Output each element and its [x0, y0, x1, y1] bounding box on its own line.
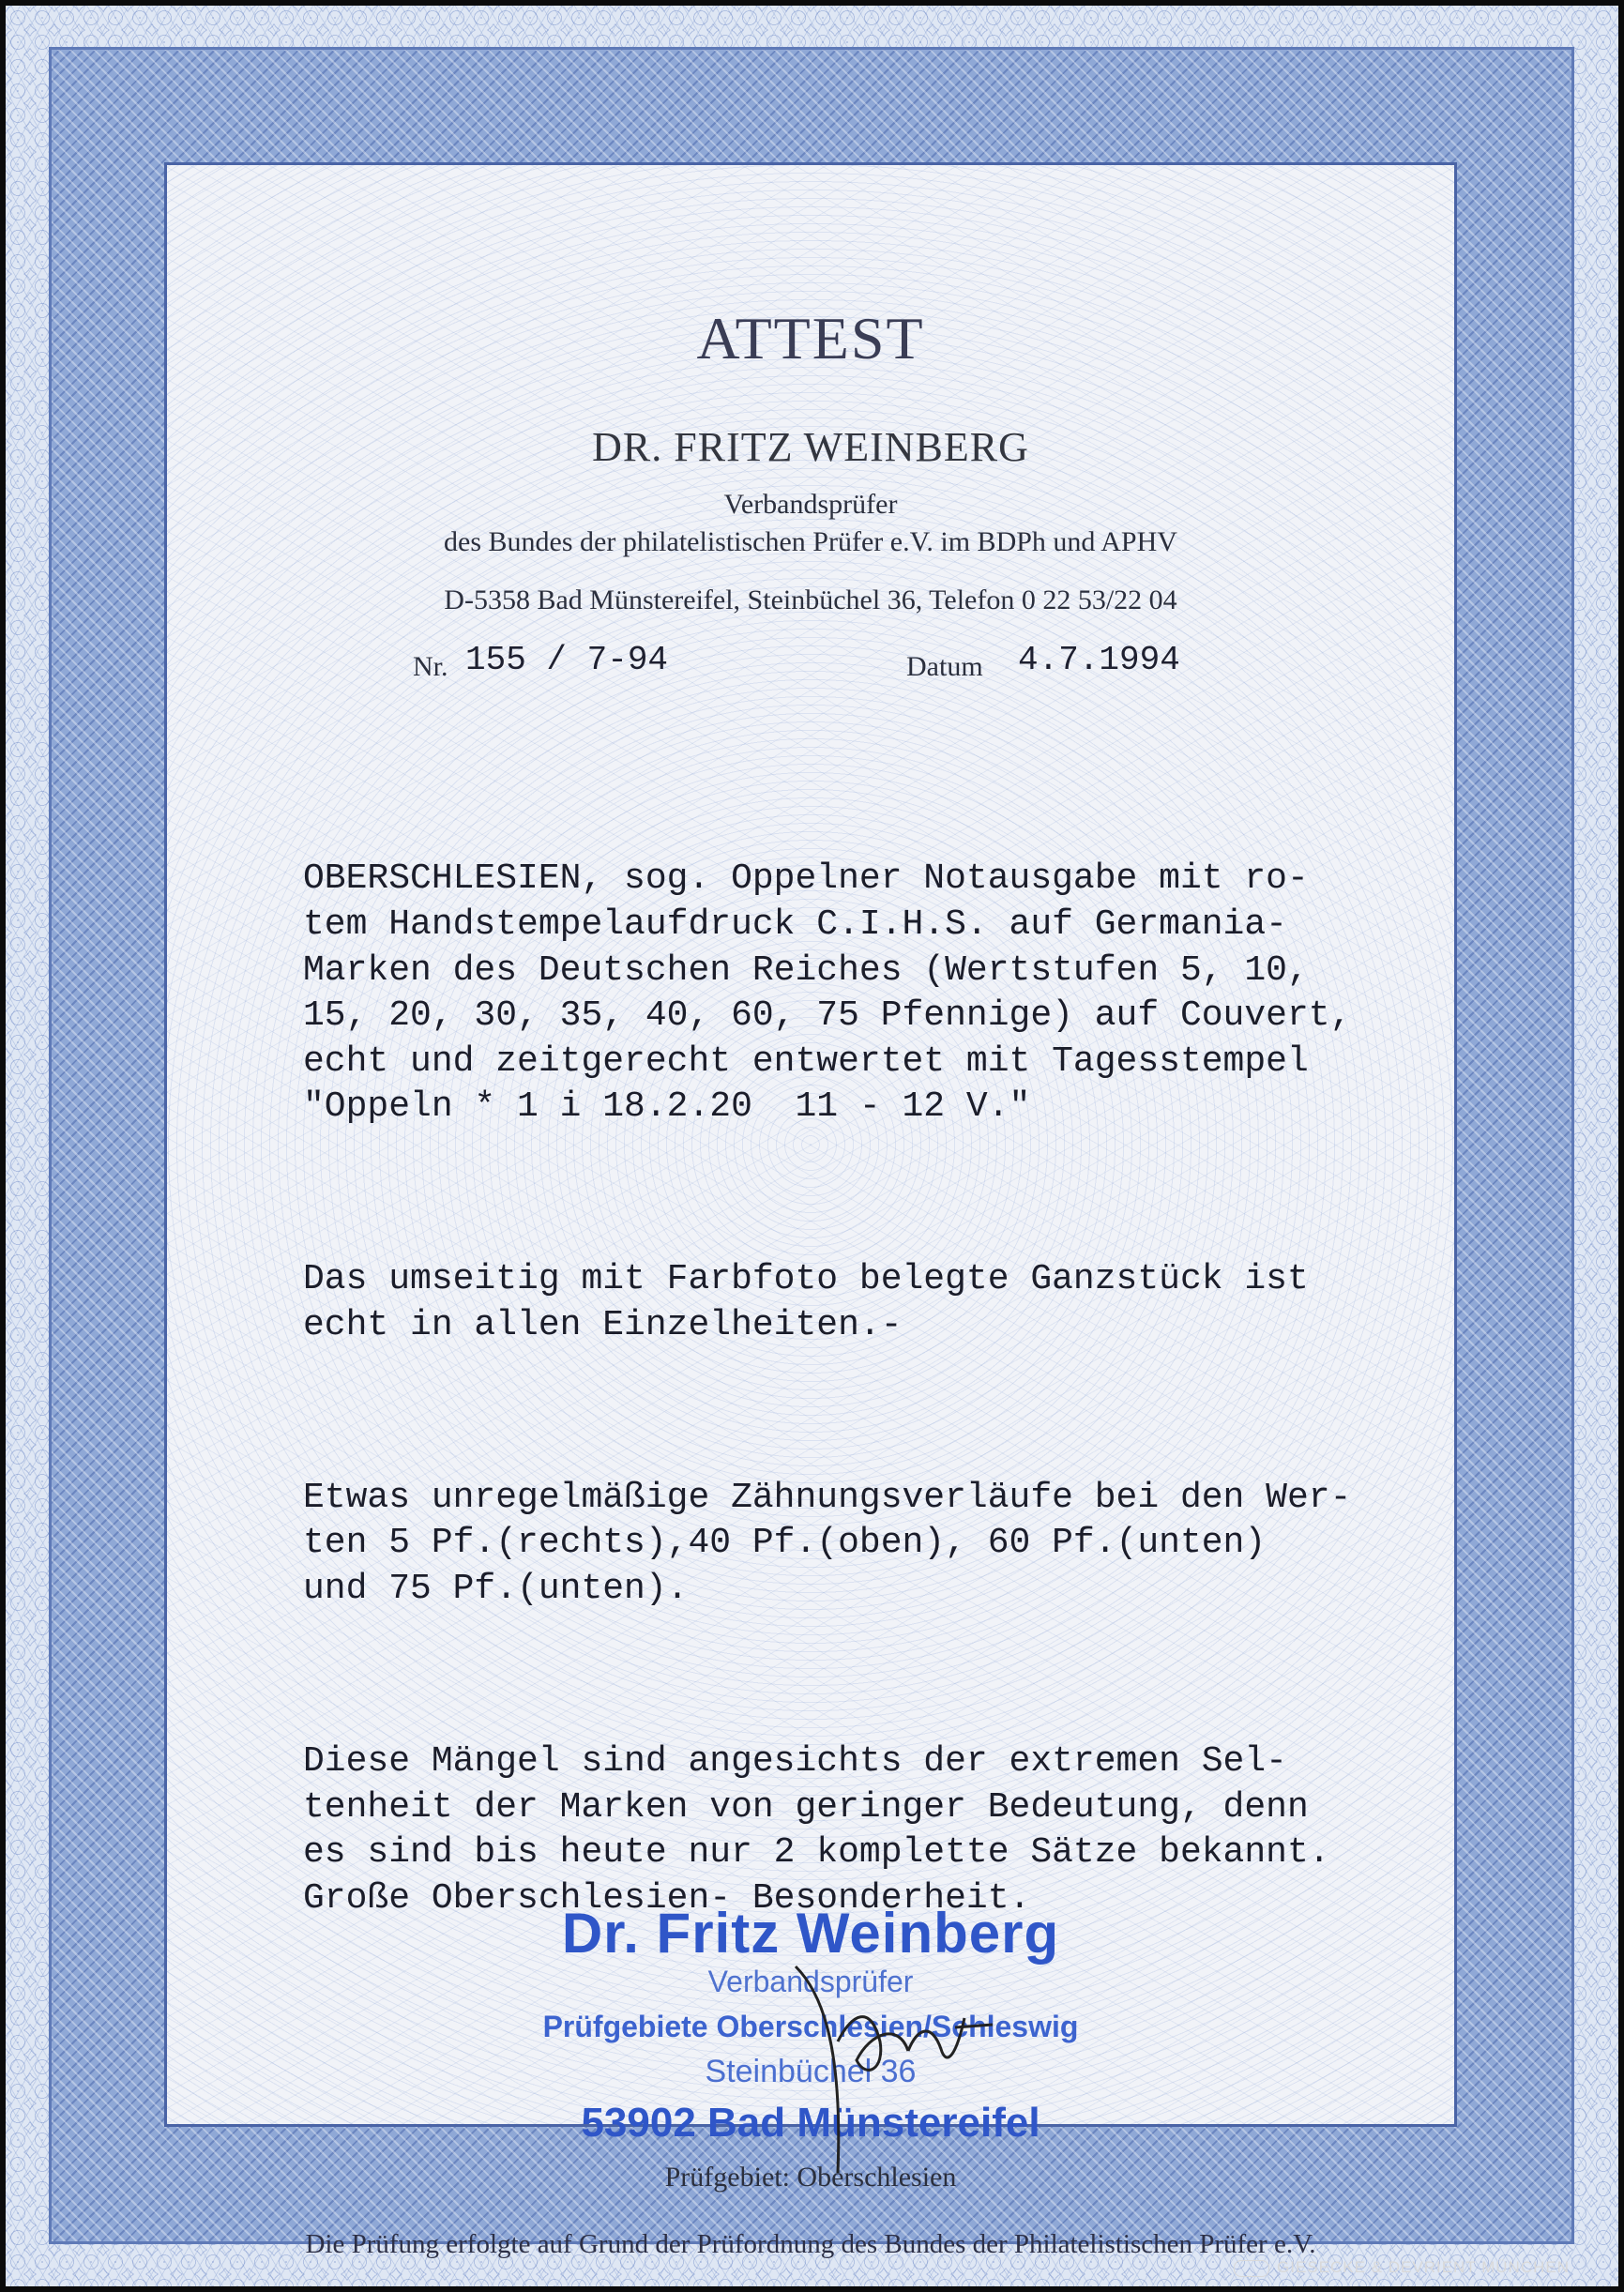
paragraph-description: OBERSCHLESIEN, sog. Oppelner Notausgabe mit ro- tem Handstempelaufdruck C.I.H.S. auf Germania- Marken des Deutschen Reiches (Wertstufen 5, 10, 15, 20, 30, 35, 40, 60, 75 Pfennige) auf Couvert, echt und zeitgerecht entwertet mit Tagesstempel "Oppeln * 1 i 18.2.20 11 - 12 V." — [303, 858, 1352, 1128]
date-label: Datum — [906, 651, 983, 682]
certificate-number: 155 / 7-94 — [465, 641, 669, 679]
regulation-note: Die Prüfung erfolgte auf Grund der Prüfordnung des Bundes der Philatelistischen Prüfer e.V. — [305, 2229, 1316, 2259]
stamp-name: Dr. Fritz Weinberg — [561, 1902, 1060, 1965]
stamp-street: Steinbüchel 36 — [705, 2054, 917, 2089]
handwritten-signature — [767, 1938, 1011, 2182]
certificate-title: ATTEST — [696, 305, 925, 372]
examiner-name: DR. FRITZ WEINBERG — [592, 424, 1029, 470]
paragraph-rarity: Diese Mängel sind angesichts der extremen Sel- tenheit der Marken von geringer Bedeutung, denn es sind bis heute nur 2 komplette Sätze bekannt. Große Oberschlesien- Besonderheit. — [303, 1740, 1330, 1919]
printer-imprint — [1234, 2258, 1570, 2277]
certificate-panel — [164, 162, 1457, 2259]
paragraph-defects: Etwas unregelmäßige Zähnungsverläufe bei den Wer- ten 5 Pf.(rechts),40 Pf.(oben), 60 Pf.(unten) und 75 Pf.(unten). — [303, 1477, 1352, 1609]
address-line: D-5358 Bad Münstereifel, Steinbüchel 36, Telefon 0 22 53/22 04 — [444, 584, 1177, 615]
certificate-body — [303, 766, 1457, 2049]
number-label: Nr. — [413, 651, 448, 682]
printer-logo-icon — [1234, 2260, 1269, 2277]
certificate-date: 4.7.1994 — [1018, 641, 1180, 679]
printer-name: GIESECKE & DEVRIENT MÜNCHEN — [1277, 2258, 1570, 2276]
stamp-role: Verbandsprüfer — [707, 1965, 914, 1998]
guilloche-border — [49, 47, 1574, 2259]
stamp-area: Prüfgebiete Oberschlesien/Schleswig — [542, 2010, 1079, 2043]
examination-area: Prüfgebiet: Oberschlesien — [664, 2162, 957, 2193]
paragraph-genuine: Das umseitig mit Farbfoto belegte Ganzstück ist echt in allen Einzelheiten.- — [303, 1259, 1309, 1345]
certificate-sheet — [6, 6, 1618, 2286]
examiner-role: Verbandsprüfer — [723, 489, 898, 520]
association-line: des Bundes der philatelistischen Prüfer e.V. im BDPh und APHV — [444, 526, 1177, 557]
stamp-city: 53902 Bad Münstereifel — [581, 2100, 1040, 2146]
